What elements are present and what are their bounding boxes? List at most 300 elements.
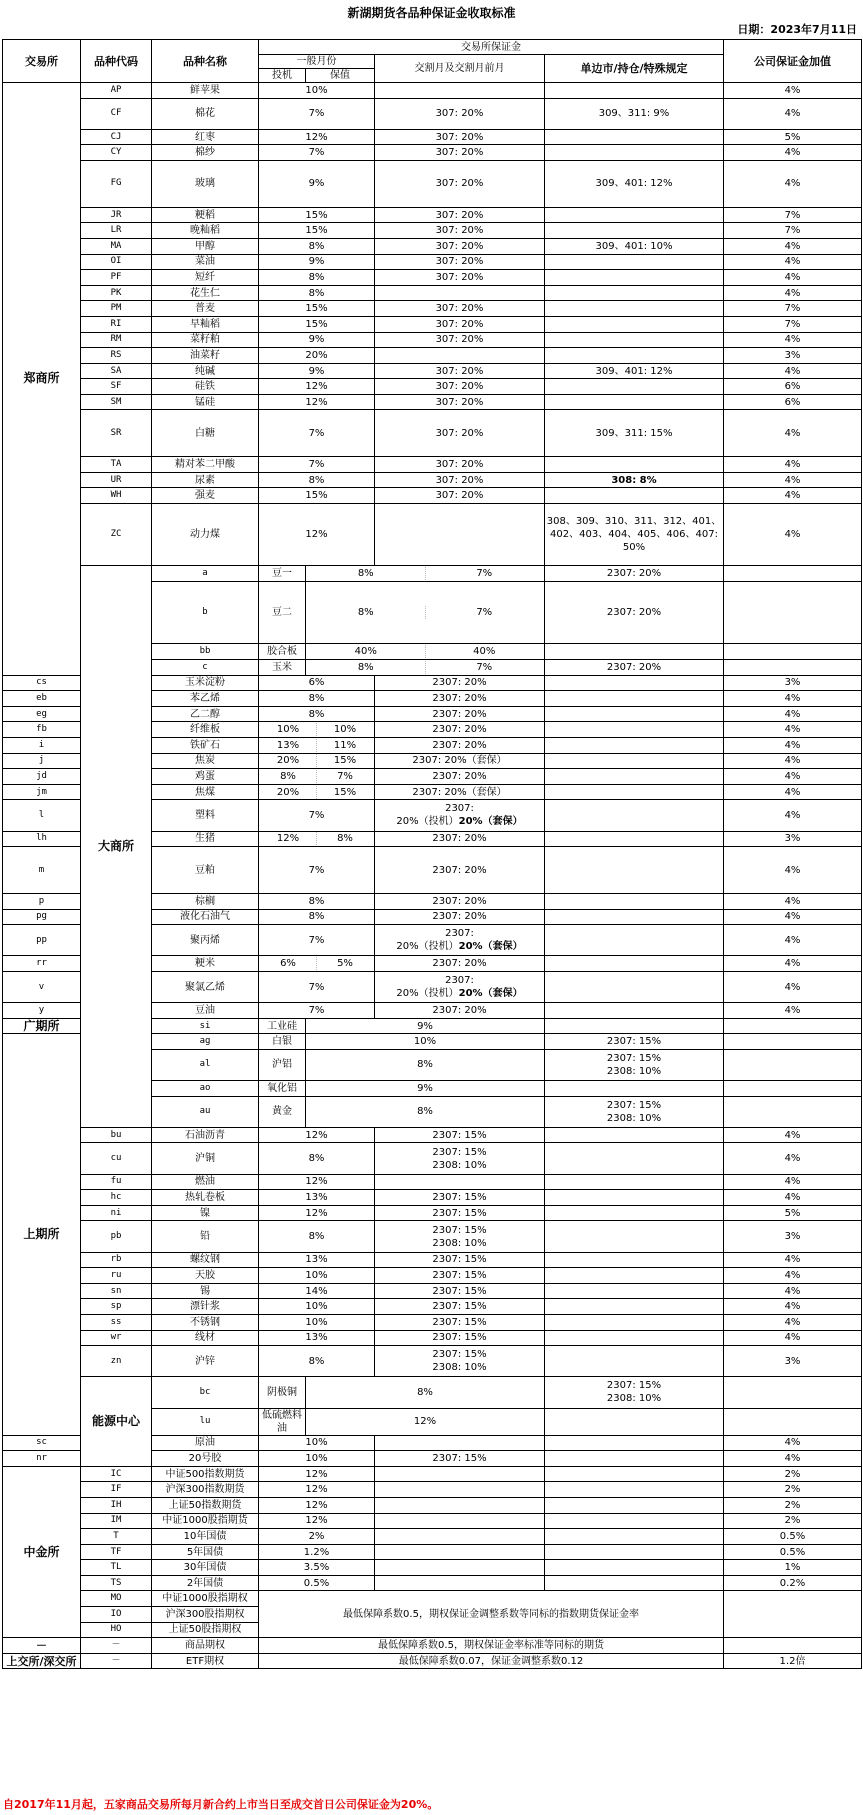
name-cell: 石油沥青 xyxy=(152,1127,259,1143)
company-cell: 0.5% xyxy=(724,1544,862,1560)
table-row xyxy=(3,1268,862,1284)
special-cell xyxy=(545,1575,724,1591)
code-cell: eg xyxy=(3,706,81,722)
name-cell: 白银 xyxy=(259,1034,306,1050)
general-margin-cell: 12% xyxy=(259,1174,375,1190)
general-margin-cell: 12% xyxy=(259,379,375,395)
footer-note: 自2017年11月起，五家商品交易所每月新合约上市当日至成交首日公司保证金为20%。 xyxy=(3,1798,439,1811)
company-cell: 3% xyxy=(724,1346,862,1377)
delivery-line: 2307: 20% xyxy=(432,677,487,689)
company-cell xyxy=(724,1638,862,1654)
delivery-cell xyxy=(375,1513,545,1529)
code-cell: PM xyxy=(81,301,152,317)
company-cell: 4% xyxy=(724,956,862,972)
delivery-line: 307: 20% xyxy=(435,271,484,283)
name-cell: 甲醇 xyxy=(152,238,259,254)
name-cell: 20号胶 xyxy=(152,1451,259,1467)
table-row xyxy=(3,1174,862,1190)
table-row xyxy=(3,1283,862,1299)
special-cell xyxy=(545,1252,724,1268)
name-cell: 2年国债 xyxy=(152,1575,259,1591)
table-row xyxy=(3,566,862,582)
delivery-cell xyxy=(375,1283,545,1299)
special-cell xyxy=(545,457,724,473)
name-cell: 短纤 xyxy=(152,270,259,286)
code-cell: AP xyxy=(81,83,152,99)
hedge-margin: 8% xyxy=(337,833,353,845)
delivery-cell xyxy=(375,1190,545,1206)
delivery-cell xyxy=(375,909,545,925)
exchange-cell: 大商所 xyxy=(81,566,152,1127)
table-row xyxy=(3,1575,862,1591)
special-cell xyxy=(545,207,724,223)
special-cell xyxy=(545,1283,724,1299)
delivery-line: 2307: 15% xyxy=(606,1036,662,1048)
header-name: 品种名称 xyxy=(152,40,259,83)
header-hedge: 保值 xyxy=(306,69,375,83)
special-cell xyxy=(545,784,724,800)
general-margin-cell: 9% xyxy=(259,254,375,270)
delivery-line: 2307: 15% xyxy=(432,1224,487,1236)
delivery-line: 2308: 10% xyxy=(432,1362,487,1374)
company-cell: 4% xyxy=(724,363,862,379)
special-cell xyxy=(545,893,724,909)
general-margin-cell: 8% xyxy=(306,1377,545,1408)
general-margin-cell: 1.2% xyxy=(259,1544,375,1560)
code-cell: bb xyxy=(152,644,259,660)
table-row xyxy=(3,363,862,379)
delivery-cell xyxy=(545,566,724,582)
company-cell: 4% xyxy=(724,1252,862,1268)
name-cell: 铅 xyxy=(152,1221,259,1252)
delivery-line: 2307: 20%（套保） xyxy=(412,755,507,767)
code-cell: OI xyxy=(81,254,152,270)
delivery-line: 307: 20% xyxy=(435,178,484,190)
delivery-line: 307: 20% xyxy=(435,474,484,486)
delivery-cell xyxy=(545,1408,724,1435)
note-cell: 最低保障系数0.5，期权保证金调整系数等同标的指数期货保证金率 xyxy=(259,1591,724,1638)
delivery-line: 2307: 15% xyxy=(432,1207,487,1219)
delivery-spec: 20%（投机） xyxy=(396,816,459,828)
code-cell: IH xyxy=(81,1497,152,1513)
table-row xyxy=(3,410,862,457)
delivery-line: 2307: 20% xyxy=(432,739,487,751)
exchange-cell: 郑商所 xyxy=(3,83,81,676)
header-exchange: 交易所 xyxy=(3,40,81,83)
delivery-cell xyxy=(375,1544,545,1560)
general-margin-cell xyxy=(306,644,545,660)
code-cell: ni xyxy=(81,1205,152,1221)
delivery-cell xyxy=(545,644,724,660)
code-cell: sc xyxy=(3,1435,81,1451)
special-cell: 309、401: 12% xyxy=(545,363,724,379)
table-row xyxy=(3,254,862,270)
general-margin-cell xyxy=(259,784,375,800)
company-cell: 4% xyxy=(724,971,862,1002)
code-cell: T xyxy=(81,1529,152,1545)
table-row xyxy=(3,83,862,99)
special-cell xyxy=(545,1330,724,1346)
special-cell xyxy=(545,348,724,364)
name-cell: 胶合板 xyxy=(259,644,306,660)
name-cell: 漂针浆 xyxy=(152,1299,259,1315)
code-cell: CF xyxy=(81,98,152,129)
special-cell xyxy=(545,332,724,348)
name-cell: 沪铝 xyxy=(259,1049,306,1080)
general-margin-cell: 8% xyxy=(259,1346,375,1377)
general-margin-cell: 15% xyxy=(259,207,375,223)
code-cell: ag xyxy=(152,1034,259,1050)
delivery-cell xyxy=(375,379,545,395)
code-cell: TA xyxy=(81,457,152,473)
code-cell: CY xyxy=(81,145,152,161)
general-margin-cell: 8% xyxy=(259,472,375,488)
general-margin-cell: 6% xyxy=(259,675,375,691)
general-margin-cell: 20% xyxy=(259,348,375,364)
code-cell: JR xyxy=(81,207,152,223)
table-row xyxy=(3,348,862,364)
header-speculation: 投机 xyxy=(259,69,306,83)
general-margin-cell: 10% xyxy=(259,83,375,99)
hedge-margin: 7% xyxy=(476,661,493,673)
special-cell xyxy=(545,301,724,317)
company-cell: 4% xyxy=(724,1127,862,1143)
company-cell: 4% xyxy=(724,800,862,831)
hedge-margin: 15% xyxy=(333,755,357,767)
special-cell xyxy=(545,1205,724,1221)
general-margin-cell: 7% xyxy=(259,971,375,1002)
delivery-cell xyxy=(375,363,545,379)
delivery-line: 2307: 20% xyxy=(432,864,487,876)
code-cell: v xyxy=(3,971,81,1002)
name-cell: 粳稻 xyxy=(152,207,259,223)
table-row xyxy=(3,1127,862,1143)
delivery-cell xyxy=(375,1330,545,1346)
delivery-line: 2307: 15% xyxy=(432,1349,487,1361)
name-cell: 沪深300股指期权 xyxy=(152,1607,259,1623)
delivery-cell xyxy=(375,285,545,301)
code-cell: PF xyxy=(81,270,152,286)
general-margin-cell: 7% xyxy=(259,98,375,129)
delivery-line: 2307: 15% xyxy=(606,1099,662,1111)
delivery-line: 2307: 20% xyxy=(432,833,487,845)
code-cell: au xyxy=(152,1096,259,1127)
table-row xyxy=(3,1143,862,1174)
special-cell xyxy=(545,488,724,504)
general-margin-cell: 7% xyxy=(259,1003,375,1019)
delivery-line: 2307: 20% xyxy=(606,661,662,673)
general-margin-cell: 12% xyxy=(259,1205,375,1221)
company-cell: 4% xyxy=(724,270,862,286)
special-cell xyxy=(545,1174,724,1190)
special-cell xyxy=(545,379,724,395)
general-margin-cell: 8% xyxy=(259,270,375,286)
code-cell: l xyxy=(3,800,81,831)
delivery-line: 2307: xyxy=(445,803,474,815)
general-margin-cell: 15% xyxy=(259,488,375,504)
code-cell: p xyxy=(3,893,81,909)
code-cell: jd xyxy=(3,769,81,785)
company-cell: 4% xyxy=(724,1330,862,1346)
name-cell: 液化石油气 xyxy=(152,909,259,925)
general-margin-cell xyxy=(259,831,375,847)
table-row xyxy=(3,1205,862,1221)
name-cell: 5年国债 xyxy=(152,1544,259,1560)
general-margin-cell xyxy=(306,566,545,582)
company-cell: 4% xyxy=(724,332,862,348)
code-cell: al xyxy=(152,1049,259,1080)
general-margin-cell: 8% xyxy=(259,893,375,909)
delivery-cell xyxy=(375,691,545,707)
name-cell: 花生仁 xyxy=(152,285,259,301)
delivery-spec: 20%（投机） xyxy=(396,941,459,953)
delivery-cell xyxy=(375,1221,545,1252)
general-margin-cell xyxy=(306,660,545,676)
delivery-line: 2308: 10% xyxy=(606,1393,662,1405)
code-cell: j xyxy=(3,753,81,769)
code-cell: SF xyxy=(81,379,152,395)
delivery-cell xyxy=(375,504,545,566)
delivery-cell xyxy=(375,1174,545,1190)
general-margin-cell: 10% xyxy=(259,1314,375,1330)
name-cell: 中证500指数期货 xyxy=(152,1466,259,1482)
special-cell xyxy=(545,956,724,972)
special-cell xyxy=(545,769,724,785)
name-cell: 原油 xyxy=(152,1435,259,1451)
delivery-line: 2307: 20% xyxy=(432,958,487,970)
company-cell xyxy=(724,1591,862,1638)
delivery-cell xyxy=(375,925,545,956)
name-cell: 沪铜 xyxy=(152,1143,259,1174)
table-row xyxy=(3,301,862,317)
code-cell: c xyxy=(152,660,259,676)
delivery-cell xyxy=(375,1435,545,1451)
special-cell xyxy=(545,909,724,925)
spec-margin: 8% xyxy=(307,661,426,674)
company-cell: 3% xyxy=(724,831,862,847)
code-cell: ZC xyxy=(81,504,152,566)
delivery-line: 307: 20% xyxy=(435,303,484,315)
special-cell xyxy=(545,800,724,831)
table-row xyxy=(3,1497,862,1513)
special-cell: 308、309、310、311、312、401、402、403、404、405、406、407: 50% xyxy=(545,504,724,566)
header-company: 公司保证金加值 xyxy=(724,40,862,83)
table-row xyxy=(3,332,862,348)
delivery-line: 2307: 15% xyxy=(432,1332,487,1344)
name-cell: 黄金 xyxy=(259,1096,306,1127)
name-cell: 棕榈 xyxy=(152,893,259,909)
delivery-cell xyxy=(545,1049,724,1080)
general-margin-cell: 12% xyxy=(259,129,375,145)
company-cell: 4% xyxy=(724,1283,862,1299)
company-cell: 4% xyxy=(724,1435,862,1451)
special-cell xyxy=(545,285,724,301)
delivery-cell xyxy=(375,753,545,769)
delivery-line: 307: 20% xyxy=(435,147,484,159)
delivery-cell xyxy=(375,971,545,1002)
company-cell: 4% xyxy=(724,160,862,207)
general-margin-cell: 8% xyxy=(306,1049,545,1080)
company-cell: 4% xyxy=(724,925,862,956)
delivery-line: 307: 20% xyxy=(435,381,484,393)
company-cell: 4% xyxy=(724,410,862,457)
code-cell: eb xyxy=(3,691,81,707)
code-cell: sp xyxy=(81,1299,152,1315)
delivery-cell xyxy=(375,488,545,504)
delivery-cell xyxy=(375,1575,545,1591)
special-cell xyxy=(545,1435,724,1451)
delivery-line: 2307: 15% xyxy=(432,1270,487,1281)
code-cell: RI xyxy=(81,316,152,332)
code-cell: rb xyxy=(81,1252,152,1268)
general-margin-cell: 14% xyxy=(259,1283,375,1299)
delivery-line: 2307: 20% xyxy=(432,1004,487,1016)
name-cell: 10年国债 xyxy=(152,1529,259,1545)
special-cell xyxy=(724,1096,862,1127)
report-date: 日期：2023年7月11日 xyxy=(737,23,857,36)
general-margin-cell: 7% xyxy=(259,847,375,894)
general-margin-cell xyxy=(259,753,375,769)
special-cell xyxy=(545,270,724,286)
code-cell: － xyxy=(81,1638,152,1654)
company-cell: 4% xyxy=(724,1190,862,1206)
code-cell: ss xyxy=(81,1314,152,1330)
delivery-line: 2307: 15% xyxy=(432,1254,487,1266)
code-cell: SM xyxy=(81,394,152,410)
general-margin-cell: 9% xyxy=(259,160,375,207)
general-margin-cell: 8% xyxy=(306,1096,545,1127)
delivery-cell xyxy=(375,706,545,722)
delivery-line: 2307: 15% xyxy=(606,1380,662,1392)
name-cell: 镍 xyxy=(152,1205,259,1221)
general-margin-cell xyxy=(259,769,375,785)
name-cell: 豆油 xyxy=(152,1003,259,1019)
code-cell: sn xyxy=(81,1283,152,1299)
special-cell xyxy=(545,1529,724,1545)
special-cell xyxy=(724,1034,862,1050)
name-cell: 锡 xyxy=(152,1283,259,1299)
special-cell xyxy=(545,971,724,1002)
delivery-cell xyxy=(375,348,545,364)
delivery-line: 2308: 10% xyxy=(432,1159,487,1171)
special-cell xyxy=(724,566,862,582)
delivery-line: 307: 20% xyxy=(435,427,484,439)
company-cell: 0.5% xyxy=(724,1529,862,1545)
special-cell: 308: 8% xyxy=(545,472,724,488)
delivery-cell xyxy=(375,1299,545,1315)
special-cell xyxy=(545,1127,724,1143)
delivery-cell xyxy=(375,1560,545,1576)
table-row xyxy=(3,98,862,129)
header-code: 品种代码 xyxy=(81,40,152,83)
table-row xyxy=(3,1482,862,1498)
name-cell: 焦炭 xyxy=(152,753,259,769)
spec-margin: 8% xyxy=(307,606,426,619)
special-cell xyxy=(545,1513,724,1529)
delivery-cell xyxy=(375,332,545,348)
delivery-cell xyxy=(375,238,545,254)
name-cell: 棉花 xyxy=(152,98,259,129)
company-cell: 4% xyxy=(724,457,862,473)
special-cell xyxy=(545,83,724,99)
general-margin-cell: 12% xyxy=(259,1497,375,1513)
company-cell: 6% xyxy=(724,394,862,410)
special-cell xyxy=(724,660,862,676)
special-cell xyxy=(545,1544,724,1560)
hedge-margin: 15% xyxy=(333,786,357,798)
delivery-line: 2307: 20% xyxy=(432,708,487,720)
spec-margin: 20% xyxy=(260,754,317,767)
delivery-cell xyxy=(375,831,545,847)
special-cell xyxy=(545,831,724,847)
code-cell: IF xyxy=(81,1482,152,1498)
delivery-cell xyxy=(545,582,724,644)
delivery-line: 2308: 10% xyxy=(432,1237,487,1249)
delivery-line: 2307: 20%（套保） xyxy=(412,786,507,798)
company-cell: 4% xyxy=(724,98,862,129)
delivery-line: 2307: 20% xyxy=(432,911,487,923)
code-cell: SA xyxy=(81,363,152,379)
name-cell: 焦煤 xyxy=(152,784,259,800)
code-cell: FG xyxy=(81,160,152,207)
general-margin-cell: 12% xyxy=(306,1408,545,1435)
special-cell xyxy=(545,691,724,707)
delivery-line: 307: 20% xyxy=(435,318,484,330)
company-cell: 4% xyxy=(724,847,862,894)
delivery-line xyxy=(376,940,543,953)
special-cell xyxy=(545,847,724,894)
special-cell xyxy=(724,1377,862,1408)
delivery-cell xyxy=(545,1018,724,1034)
delivery-line: 2307: xyxy=(445,928,474,940)
header-general-month: 一般月份 xyxy=(259,55,375,69)
general-margin-cell: 15% xyxy=(259,316,375,332)
delivery-cell xyxy=(375,457,545,473)
delivery-line: 2307: 15% xyxy=(432,1301,487,1313)
delivery-line: 307: 20% xyxy=(435,334,484,346)
special-cell: 309、401: 12% xyxy=(545,160,724,207)
code-cell: fb xyxy=(3,722,81,738)
special-cell xyxy=(724,582,862,644)
delivery-cell xyxy=(375,316,545,332)
special-cell xyxy=(545,316,724,332)
exchange-cell: 上交所/深交所 xyxy=(3,1653,81,1669)
delivery-cell xyxy=(545,660,724,676)
exchange-cell: 广期所 xyxy=(3,1018,81,1034)
company-cell: 1.2倍 xyxy=(724,1653,862,1669)
name-cell: 聚丙烯 xyxy=(152,925,259,956)
name-cell: 不锈钢 xyxy=(152,1314,259,1330)
delivery-cell xyxy=(375,1451,545,1467)
exchange-cell: 中金所 xyxy=(3,1466,81,1638)
company-cell: 4% xyxy=(724,285,862,301)
company-cell: 3% xyxy=(724,1221,862,1252)
special-cell xyxy=(545,1451,724,1467)
special-cell xyxy=(545,1497,724,1513)
name-cell: 玉米淀粉 xyxy=(152,675,259,691)
special-cell xyxy=(545,722,724,738)
delivery-cell xyxy=(375,472,545,488)
special-cell xyxy=(545,1003,724,1019)
table-row xyxy=(3,1190,862,1206)
hedge-margin: 11% xyxy=(333,739,357,751)
delivery-cell xyxy=(375,1003,545,1019)
company-cell: 3% xyxy=(724,675,862,691)
delivery-cell xyxy=(545,1096,724,1127)
general-margin-cell: 10% xyxy=(259,1451,375,1467)
name-cell: 棉纱 xyxy=(152,145,259,161)
name-cell: 中证1000股指期权 xyxy=(152,1591,259,1607)
